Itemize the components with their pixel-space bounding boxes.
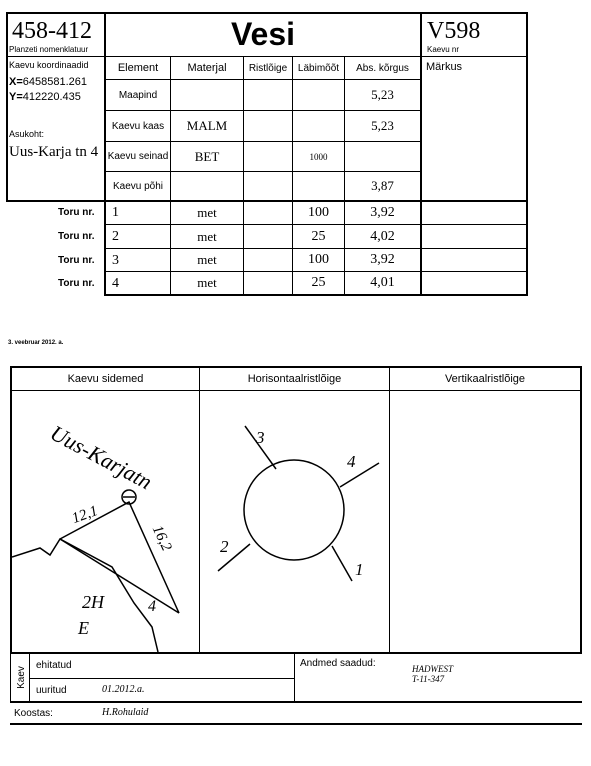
row-material: BET: [194, 148, 220, 164]
pipe-material: met: [197, 228, 217, 244]
surveyed-value: 01.2012.a.: [102, 684, 145, 695]
handwritten-2h: 2H: [82, 592, 104, 612]
sketch-header-connections: Kaevu sidemed: [67, 373, 144, 385]
kaev-label: Kaev: [15, 666, 27, 689]
col-header-abs-height: Abs. kõrgus: [356, 62, 409, 74]
nomenclature-value: 458-412: [12, 18, 92, 44]
sketch-header-vertical: Vertikaalristlõige: [444, 373, 526, 385]
author-value: H.Rohulaid: [102, 707, 149, 718]
pipe-diameter: 100: [308, 252, 329, 267]
pipe-label: Toru nr.: [58, 207, 95, 218]
col-header-material: Materjal: [187, 62, 227, 74]
pipe-label: Toru nr.: [58, 255, 95, 266]
coordinates-label: Kaevu koordinaadid: [9, 60, 89, 70]
handwritten-distance-162: 16,2: [148, 523, 175, 554]
handwritten-e: E: [78, 618, 89, 638]
pipe-label: Toru nr.: [58, 278, 95, 289]
pipe-label-4: 4: [347, 452, 356, 471]
pipe-diameter: 25: [311, 228, 326, 244]
pipe-label: Toru nr.: [58, 231, 95, 242]
pipe-number: 2: [112, 229, 119, 244]
pipe-material: met: [197, 275, 217, 290]
col-header-element: Element: [117, 62, 159, 74]
x-label: X=: [9, 76, 23, 88]
pipe-number: 3: [112, 253, 119, 268]
y-label: Y=: [9, 91, 23, 103]
pipe-label-1: 1: [355, 560, 364, 579]
data-source-value-2: T-11-347: [412, 674, 445, 684]
surveyed-label: uuritud: [36, 685, 67, 696]
connection-sketch: [12, 391, 199, 652]
handwritten-street: Uus-Karjatn: [46, 420, 157, 495]
location-label: Asukoht:: [9, 129, 45, 139]
data-source-value-1: HADWEST: [412, 664, 453, 674]
data-source-label: Andmed saadud:: [300, 658, 376, 669]
built-label: ehitatud: [36, 660, 72, 671]
col-header-diameter: Läbimõõt: [297, 62, 340, 74]
pipe-label-2: 2: [220, 537, 229, 556]
pipe-material: met: [197, 205, 217, 220]
sketch-header-horizontal: Horisontaalristlõige: [247, 373, 342, 385]
pipe-height: 3,92: [370, 252, 395, 267]
y-coordinate: [9, 91, 81, 103]
col-header-remarks: Märkus: [426, 61, 463, 73]
nomenclature-label: Planzeti nomenklatuur: [9, 45, 89, 54]
row-height: 5,23: [371, 118, 394, 133]
document-date: 3. veebruar 2012. a.: [8, 340, 64, 346]
well-number-label: Kaevu nr: [427, 45, 460, 54]
pipe-height: 4,01: [370, 275, 395, 290]
pipe-diameter: 25: [311, 275, 326, 290]
col-header-cross-section: Ristlõige: [248, 62, 288, 74]
pipe-height: 4,02: [370, 228, 395, 244]
pipe-material: met: [197, 252, 217, 267]
row-height: 5,23: [371, 87, 394, 102]
pipe-height: 3,92: [370, 205, 395, 220]
horizontal-section-drawing: [200, 391, 389, 652]
row-material: MALM: [186, 118, 228, 133]
pipe-label-3: 3: [256, 428, 265, 447]
pipe-number: 4: [112, 276, 119, 291]
row-element: Kaevu seinad: [107, 151, 169, 162]
row-diameter: 1000: [309, 151, 328, 162]
handwritten-4: 4: [148, 598, 156, 615]
pipe-diameter: 100: [308, 205, 329, 220]
page-title: Vesi: [230, 16, 296, 52]
row-element: Kaevu kaas: [111, 120, 165, 132]
x-value: 6458581.261: [22, 76, 87, 88]
handwritten-distance-121: 12,1: [69, 503, 101, 528]
x-coordinate: [9, 76, 87, 88]
location-value: Uus-Karja tn 4: [9, 144, 99, 160]
pipe-number: 1: [112, 205, 119, 220]
row-element: Maapind: [118, 89, 158, 101]
well-number-value: V598: [427, 18, 481, 44]
row-element: Kaevu põhi: [112, 180, 164, 192]
row-height: 3,87: [371, 178, 394, 193]
author-label: Koostas:: [14, 708, 53, 719]
y-value: 412220.435: [22, 91, 81, 103]
